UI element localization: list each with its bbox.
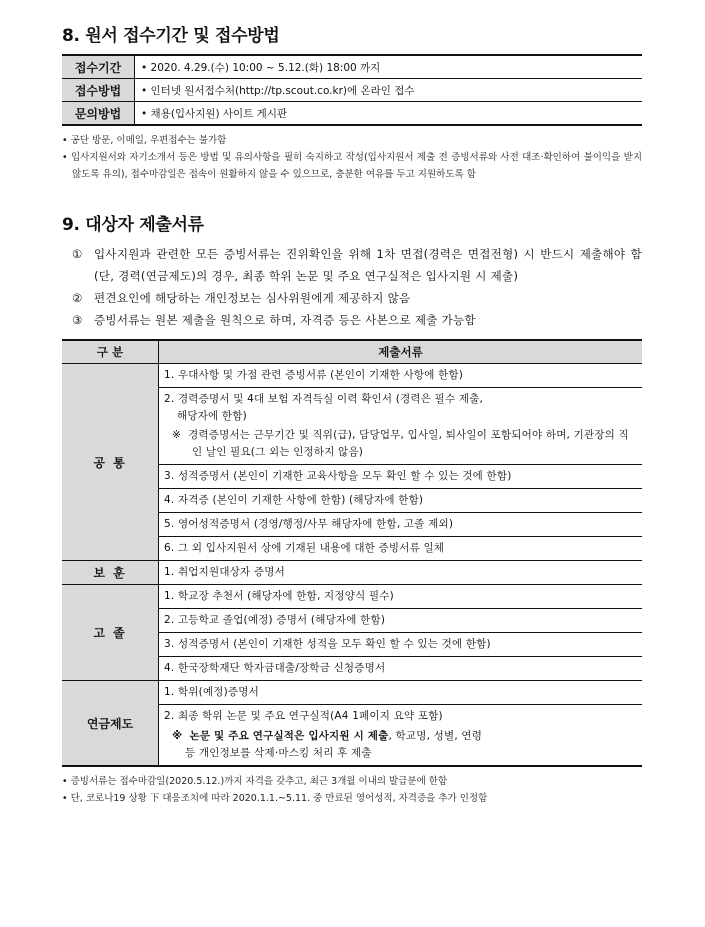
header-category: 구 분 bbox=[62, 340, 159, 364]
doc-cell: 1. 학위(예정)증명서 bbox=[159, 681, 643, 705]
table-header-row bbox=[62, 340, 642, 364]
item-text: 입사지원과 관련한 모든 증빙서류는 진위확인을 위해 1차 면접(경력은 면접전형) 시 반드시 제출해야 함(단, 경력(연금제도)의 경우, 최종 학위 논문 및 주요 연구실적은 입사지원 시 제출) bbox=[94, 247, 642, 283]
doc-cell: 1. 취업지원대상자 증명서 bbox=[159, 561, 643, 585]
table-row bbox=[62, 585, 642, 609]
header-documents: 제출서류 bbox=[159, 340, 643, 364]
doc-cell: 5. 영어성적증명서 (경영/행정/사무 해당자에 한함, 고졸 제외) bbox=[159, 513, 643, 537]
note-item: • 입사지원서와 자기소개서 등은 방법 및 유의사항을 필히 숙지하고 작성(입사지원서 제출 전 증빙서류와 사전 대조·확인하여 불이익을 받지 않도록 유의), 접수마감일은 접속이 원활하지 않을 수 있으므로, 충분한 여유를 두고 지원하도록 함 bbox=[62, 152, 642, 180]
note-text: 등 개인정보를 삭제·마스킹 처리 후 제출 bbox=[185, 747, 372, 759]
list-item bbox=[62, 287, 642, 309]
doc-cell: 4. 한국장학재단 학자금대출/장학금 신청증명서 bbox=[159, 657, 643, 681]
table-row bbox=[62, 79, 642, 102]
doc-text: 해당자에 한함) bbox=[177, 410, 247, 422]
section-9-items bbox=[62, 243, 642, 331]
doc-text: 2. 최종 학위 논문 및 주요 연구실적(A4 1페이지 요약 포함) bbox=[164, 710, 443, 722]
doc-cell: 3. 성적증명서 (본인이 기재한 교육사항을 모두 확인 할 수 있는 것에 한함) bbox=[159, 465, 643, 489]
row-value: • 인터넷 원서접수처(http://tp.scout.co.kr)에 온라인 접수 bbox=[135, 79, 643, 102]
note-item: • 공단 방문, 이메일, 우편접수는 불가함 bbox=[62, 135, 227, 146]
doc-cell: 6. 그 외 입사지원서 상에 기재된 내용에 대한 증빙서류 일체 bbox=[159, 537, 643, 561]
note-item: • 증빙서류는 접수마감일(2020.5.12.)까지 자격을 갖추고, 최근 3개월 이내의 발급분에 한함 bbox=[62, 776, 448, 787]
doc-cell: 1. 학교장 추천서 (해당자에 한함, 지정양식 필수) bbox=[159, 585, 643, 609]
section-8-title: 8. 원서 접수기간 및 접수방법 bbox=[62, 26, 280, 46]
doc-cell bbox=[159, 705, 643, 767]
table-row bbox=[62, 681, 642, 705]
doc-cell: 4. 자격증 (본인이 기재한 사항에 한함) (해당자에 한함) bbox=[159, 489, 643, 513]
item-text: 증빙서류는 원본 제출을 원칙으로 하며, 자격증 등은 사본으로 제출 가능함 bbox=[94, 313, 476, 327]
table-row bbox=[62, 55, 642, 79]
document-page bbox=[62, 24, 642, 807]
note-bold-text: 논문 및 주요 연구실적은 입사지원 시 제출 bbox=[189, 730, 389, 742]
row-label: 문의방법 bbox=[62, 102, 135, 126]
note-text: 경력증명서는 근무기간 및 직위(급), 담당업무, 입사일, 퇴사일이 포함되어야 하며, 기관장의 직인 날인 필요(그 외는 인정하지 않음) bbox=[188, 429, 629, 458]
doc-note bbox=[164, 427, 637, 461]
application-info-table bbox=[62, 54, 642, 126]
table-row bbox=[62, 102, 642, 126]
item-marker: ③ bbox=[72, 313, 83, 327]
row-value: • 채용(입사지원) 사이트 게시판 bbox=[135, 102, 643, 126]
row-label: 접수기간 bbox=[62, 55, 135, 79]
category-highschool: 고 졸 bbox=[62, 585, 159, 681]
table-row bbox=[62, 364, 642, 388]
note-item: • 단, 코로나19 상황 下 대응조치에 따라 2020.1.1.~5.11. 중 만료된 영어성적, 자격증을 추가 인정함 bbox=[62, 793, 488, 804]
note-text: , 학교명, 성별, 연령 bbox=[388, 730, 483, 742]
list-item bbox=[62, 243, 642, 287]
doc-cell bbox=[159, 388, 643, 465]
doc-cell: 2. 고등학교 졸업(예정) 증명서 (해당자에 한함) bbox=[159, 609, 643, 633]
doc-note bbox=[164, 728, 637, 762]
item-marker: ① bbox=[72, 247, 83, 261]
note-mark: ※ bbox=[172, 730, 183, 742]
item-text: 편견요인에 해당하는 개인정보는 심사위원에게 제공하지 않음 bbox=[94, 291, 411, 305]
item-marker: ② bbox=[72, 291, 83, 305]
section-9-notes bbox=[62, 773, 642, 807]
table-row bbox=[62, 561, 642, 585]
category-veteran: 보 훈 bbox=[62, 561, 159, 585]
note-mark: ※ bbox=[172, 429, 181, 441]
row-value: • 2020. 4.29.(수) 10:00 ~ 5.12.(화) 18:00 까지 bbox=[135, 55, 643, 79]
documents-table bbox=[62, 339, 642, 767]
doc-text: 2. 경력증명서 및 4대 보험 자격득실 이력 확인서 (경력은 필수 제출, bbox=[164, 393, 484, 405]
section-8-notes bbox=[62, 132, 642, 183]
row-label: 접수방법 bbox=[62, 79, 135, 102]
category-common: 공 통 bbox=[62, 364, 159, 561]
section-9-title: 9. 대상자 제출서류 bbox=[62, 215, 204, 235]
list-item bbox=[62, 309, 642, 331]
category-pension: 연금제도 bbox=[62, 681, 159, 767]
doc-cell: 3. 성적증명서 (본인이 기재한 성적을 모두 확인 할 수 있는 것에 한함) bbox=[159, 633, 643, 657]
doc-cell: 1. 우대사항 및 가점 관련 증빙서류 (본인이 기재한 사항에 한함) bbox=[159, 364, 643, 388]
